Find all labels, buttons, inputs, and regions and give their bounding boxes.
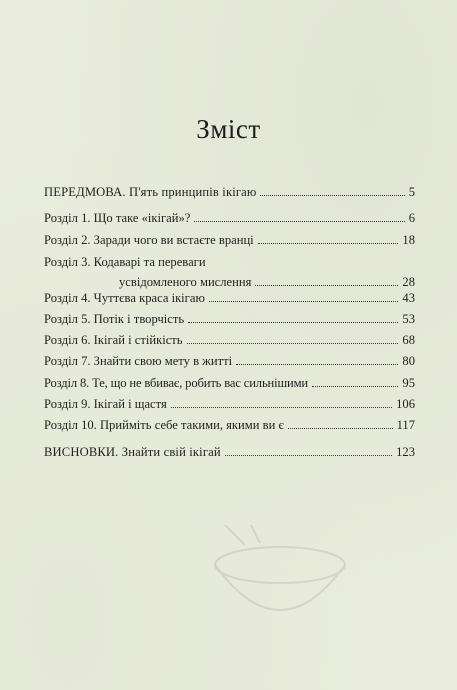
toc-entry-chapter-3[interactable] xyxy=(44,254,415,290)
toc-entry-page: 18 xyxy=(402,233,415,247)
toc-entry-label-continued: усвідомленого мислення xyxy=(119,275,252,289)
toc-entry-label: ВИСНОВКИ. Знайти свій ікігай xyxy=(44,445,221,459)
leader-dots xyxy=(188,322,398,323)
toc-entry-chapter-2[interactable] xyxy=(44,232,415,248)
leader-dots xyxy=(255,285,398,286)
toc-entry-chapter-10[interactable] xyxy=(44,417,415,433)
leader-dots xyxy=(194,221,404,222)
leader-dots xyxy=(209,301,399,302)
toc-entry-chapter-7[interactable] xyxy=(44,353,415,369)
toc-entry-label: Розділ 7. Знайти свою мету в житті xyxy=(44,354,233,368)
toc-entry-chapter-5[interactable] xyxy=(44,311,415,327)
leader-dots xyxy=(288,428,393,429)
toc-entry-preface[interactable] xyxy=(44,184,415,200)
toc-entry-page: 5 xyxy=(408,185,415,199)
toc-entry-chapter-8[interactable] xyxy=(44,375,415,391)
toc-entry-chapter-9[interactable] xyxy=(44,396,415,412)
toc-entry-chapter-4[interactable] xyxy=(44,290,415,306)
toc-entry-page: 43 xyxy=(402,291,415,305)
leader-dots xyxy=(171,407,392,408)
toc-entry-label-block xyxy=(44,254,251,290)
toc-entry-label: Розділ 6. Ікігай і стійкість xyxy=(44,333,183,347)
toc-entry-label: Розділ 1. Що таке «ікігай»? xyxy=(44,211,191,225)
leader-dots xyxy=(260,195,404,196)
page-title: Зміст xyxy=(196,114,261,144)
toc-entry-label: Розділ 10. Прийміть себе такими, якими ви є xyxy=(44,418,284,432)
toc-entry-page: 123 xyxy=(396,445,415,459)
toc-entry-label: Розділ 3. Кодаварі та переваги xyxy=(44,255,206,269)
leader-dots xyxy=(225,455,392,456)
toc-entry-label: Розділ 2. Заради чого ви встаєте вранці xyxy=(44,233,254,247)
toc-entry-page: 68 xyxy=(402,333,415,347)
toc-entry-conclusions[interactable] xyxy=(44,444,415,460)
bowl-illustration xyxy=(205,525,355,635)
toc-entry-chapter-1[interactable] xyxy=(44,210,415,226)
toc-entry-label: Розділ 8. Те, що не вбиває, робить вас сильнішими xyxy=(44,376,309,390)
toc-entry-label: Розділ 5. Потік і творчість xyxy=(44,312,185,326)
toc-entry-label: Розділ 4. Чуттєва краса ікігаю xyxy=(44,291,205,305)
leader-dots xyxy=(258,243,399,244)
toc-entry-page: 106 xyxy=(396,397,415,411)
toc-entry-label: Розділ 9. Ікігай і щастя xyxy=(44,397,167,411)
toc-entry-chapter-6[interactable] xyxy=(44,332,415,348)
toc-entry-page: 95 xyxy=(402,376,415,390)
toc-entry-page: 80 xyxy=(402,354,415,368)
toc-entry-page: 117 xyxy=(396,418,415,432)
toc-entry-page: 28 xyxy=(402,275,415,289)
toc-entry-page: 53 xyxy=(402,312,415,326)
toc-entry-page: 6 xyxy=(408,211,415,225)
leader-dots xyxy=(187,343,399,344)
leader-dots xyxy=(312,386,398,387)
toc-entry-label: ПЕРЕДМОВА. П'ять принципів ікігаю xyxy=(44,185,257,199)
leader-dots xyxy=(236,364,398,365)
